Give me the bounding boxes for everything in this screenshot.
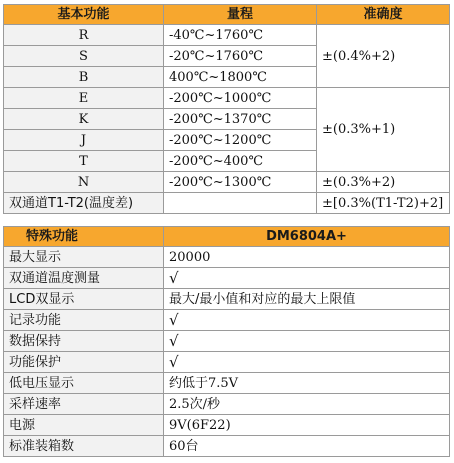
header-range: 量程 (164, 5, 317, 25)
table-row (4, 193, 450, 214)
range-value: -200℃~1370℃ (164, 109, 317, 130)
feature-value: 2.5次/秒 (164, 394, 450, 415)
table-row (4, 289, 450, 310)
feature-label: 标准装箱数 (4, 436, 164, 457)
table-row (4, 268, 450, 289)
range-value: -40℃~1760℃ (164, 25, 317, 46)
dual-channel-range (164, 193, 317, 214)
table-row (4, 25, 450, 46)
spec-table (3, 4, 450, 214)
feature-value: 9V(6F22) (164, 415, 450, 436)
table-row (4, 172, 450, 193)
feature-header-row (4, 227, 450, 247)
table-row (4, 310, 450, 331)
table-row (4, 352, 450, 373)
thermocouple-type: E (4, 88, 164, 109)
accuracy-value: ±(0.3%+1) (317, 88, 450, 172)
feature-value: 最大/最小值和对应的最大上限值 (164, 289, 450, 310)
header-special-function: 特殊功能 (4, 227, 164, 247)
table-row (4, 436, 450, 457)
feature-label: LCD双显示 (4, 289, 164, 310)
feature-label: 最大显示 (4, 247, 164, 268)
accuracy-value: ±(0.3%+2) (317, 172, 450, 193)
table-row (4, 247, 450, 268)
table-row (4, 88, 450, 109)
feature-value: 20000 (164, 247, 450, 268)
range-value: -20℃~1760℃ (164, 46, 317, 67)
thermocouple-type: K (4, 109, 164, 130)
table-row (4, 394, 450, 415)
dual-channel-label: 双通道T1-T2(温度差) (4, 193, 164, 214)
accuracy-value: ±(0.4%+2) (317, 25, 450, 88)
table-row (4, 415, 450, 436)
check-mark: √ (164, 268, 450, 289)
header-model: DM6804A+ (164, 227, 450, 247)
feature-label: 采样速率 (4, 394, 164, 415)
thermocouple-type: B (4, 67, 164, 88)
range-value: -200℃~1000℃ (164, 88, 317, 109)
feature-value: 60台 (164, 436, 450, 457)
table-row (4, 373, 450, 394)
thermocouple-type: T (4, 151, 164, 172)
feature-label: 数据保持 (4, 331, 164, 352)
spec-header-row (4, 5, 450, 25)
feature-label: 低电压显示 (4, 373, 164, 394)
table-row (4, 331, 450, 352)
feature-value: 约低于7.5V (164, 373, 450, 394)
feature-label: 电源 (4, 415, 164, 436)
range-value: -200℃~1200℃ (164, 130, 317, 151)
thermocouple-type: S (4, 46, 164, 67)
feature-label: 双通道温度测量 (4, 268, 164, 289)
check-mark: √ (164, 310, 450, 331)
thermocouple-type: J (4, 130, 164, 151)
range-value: -200℃~1300℃ (164, 172, 317, 193)
thermocouple-type: R (4, 25, 164, 46)
header-accuracy: 准确度 (317, 5, 450, 25)
check-mark: √ (164, 352, 450, 373)
range-value: -200℃~400℃ (164, 151, 317, 172)
thermocouple-type: N (4, 172, 164, 193)
range-value: 400℃~1800℃ (164, 67, 317, 88)
feature-label: 记录功能 (4, 310, 164, 331)
dual-channel-accuracy: ±[0.3%(T1-T2)+2] (317, 193, 450, 214)
feature-label: 功能保护 (4, 352, 164, 373)
header-basic-function: 基本功能 (4, 5, 164, 25)
feature-table (3, 226, 450, 457)
check-mark: √ (164, 331, 450, 352)
